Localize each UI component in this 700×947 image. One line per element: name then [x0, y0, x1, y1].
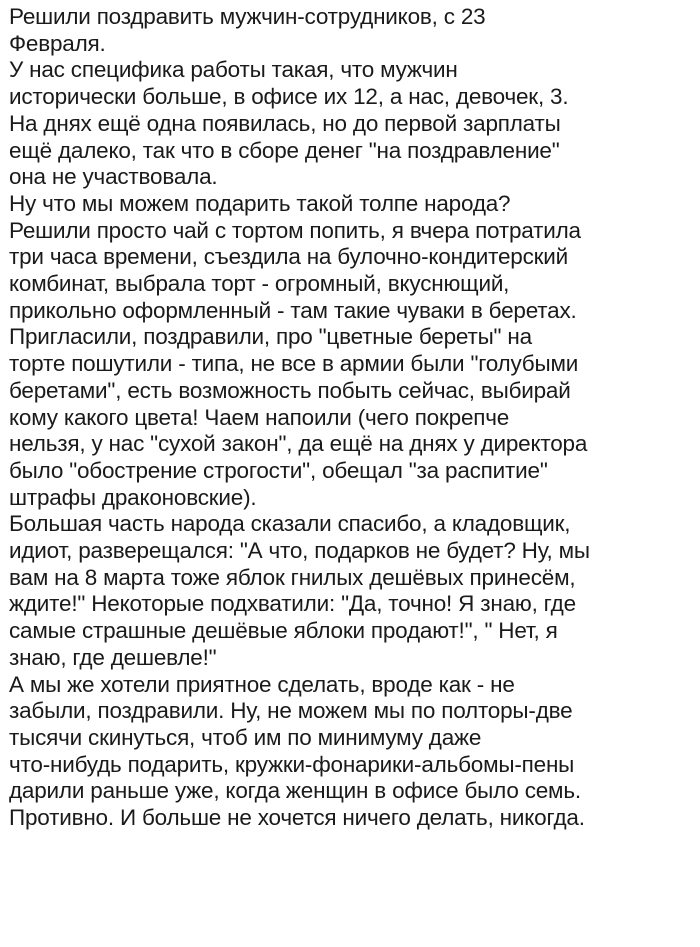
post-line: исторически больше, в офисе их 12, а нас, девочек, 3.	[9, 84, 569, 110]
post-line: торте пошутили - типа, не все в армии были "голубыми	[9, 351, 579, 377]
post-line: кому какого цвета! Чаем напоили (чего покрепче	[9, 404, 510, 430]
post-line: Февраля.	[9, 30, 106, 56]
post-line: идиот, разверещался: "А что, подарков не будет? Ну, мы	[9, 538, 590, 564]
post-line: Решили поздравить мужчин-сотрудников, с 23	[9, 4, 486, 29]
post-line: ждите!" Некоторые подхватили: "Да, точно! Я знаю, где	[9, 591, 576, 617]
post-line: У нас специфика работы такая, что мужчин	[9, 57, 458, 83]
post-line: три часа времени, съездила на булочно-кондитерский	[9, 244, 569, 270]
post-line: забыли, поздравили. Ну, не можем мы по полторы-две	[9, 698, 573, 724]
post-line: Решили просто чай с тортом попить, я вчера потратила	[9, 217, 581, 243]
post-line: Пригласили, поздравили, про "цветные береты" на	[9, 324, 532, 350]
post-line: Противно. И больше не хочется ничего делать, никогда.	[9, 805, 585, 831]
post-line: самые страшные дешёвые яблоки продают!", " Нет, я	[9, 618, 558, 644]
post-line: прикольно оформленный - там такие чуваки в беретах.	[9, 297, 577, 323]
post-line: ещё далеко, так что в сборе денег "на поздравление"	[9, 137, 560, 163]
post-line: что-нибудь подарить, кружки-фонарики-альбомы-пены	[9, 751, 575, 777]
post-line: Большая часть народа сказали спасибо, а кладовщик,	[9, 511, 571, 537]
post-line: вам на 8 марта тоже яблок гнилых дешёвых принесём,	[9, 564, 576, 590]
post-line: А мы же хотели приятное сделать, вроде как - не	[9, 671, 515, 697]
post-line: беретами", есть возможность побыть сейчас, выбирай	[9, 377, 571, 403]
post-line: дарили раньше уже, когда женщин в офисе было семь.	[9, 778, 581, 804]
post-line: знаю, где дешевле!"	[9, 644, 217, 670]
post-line: комбинат, выбрала торт - огромный, вкуснющий,	[9, 271, 510, 297]
post-line: На днях ещё одна появилась, но до первой зарплаты	[9, 110, 561, 136]
post-line: нельзя, у нас "сухой закон", да ещё на днях у директора	[9, 431, 588, 457]
post-line: штрафы драконовские).	[9, 484, 257, 510]
post-line: тысячи скинуться, чтоб им по минимуму даже	[9, 724, 482, 750]
post-line: Ну что мы можем подарить такой толпе народа?	[9, 190, 511, 216]
post-body	[9, 4, 695, 832]
post-line: она не участвовала.	[9, 164, 218, 190]
post-line: было "обострение строгости", обещал "за распитие"	[9, 457, 548, 483]
